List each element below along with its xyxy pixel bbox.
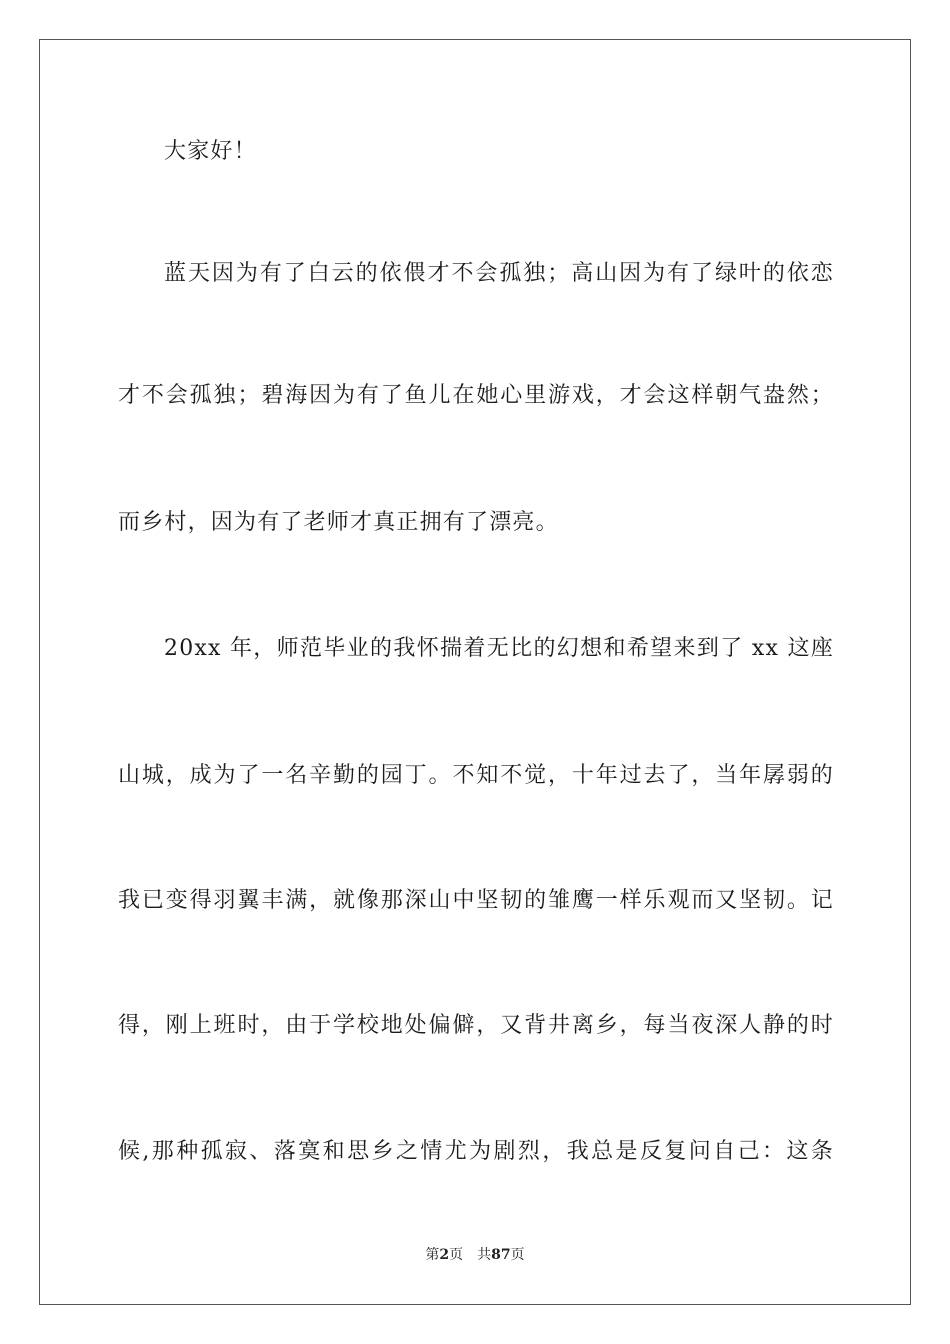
- body-line-8: 候,那种孤寂、落寞和思乡之情尤为剧烈，我总是反复问自己：这条: [118, 1139, 834, 1164]
- body-line-7: 得，刚上班时，由于学校地处偏僻，又背井离乡，每当夜深人静的时: [118, 1013, 834, 1038]
- body-line-4: 20xx 年，师范毕业的我怀揣着无比的幻想和希望来到了 xx 这座: [164, 636, 834, 661]
- page-prefix: 第: [425, 1247, 440, 1263]
- page-border: [39, 39, 911, 1305]
- body-line-1: 蓝天因为有了白云的依偎才不会孤独；高山因为有了绿叶的依恋: [164, 261, 834, 286]
- page-footer: [0, 1246, 950, 1264]
- body-line-5: 山城，成为了一名辛勤的园丁。不知不觉，十年过去了，当年孱弱的: [118, 763, 834, 788]
- page-suffix: 页: [449, 1247, 464, 1263]
- total-prefix: 共: [477, 1247, 492, 1263]
- total-suffix: 页: [510, 1247, 525, 1263]
- total-pages: 87: [491, 1247, 511, 1263]
- page-number: 2: [439, 1247, 450, 1263]
- body-line-3: 而乡村，因为有了老师才真正拥有了漂亮。: [118, 510, 559, 535]
- body-line-6: 我已变得羽翼丰满，就像那深山中坚韧的雏鹰一样乐观而又坚韧。记: [118, 888, 834, 913]
- body-line-2: 才不会孤独；碧海因为有了鱼儿在她心里游戏，才会这样朝气盎然；: [118, 383, 834, 408]
- greeting-line: 大家好！: [164, 139, 257, 164]
